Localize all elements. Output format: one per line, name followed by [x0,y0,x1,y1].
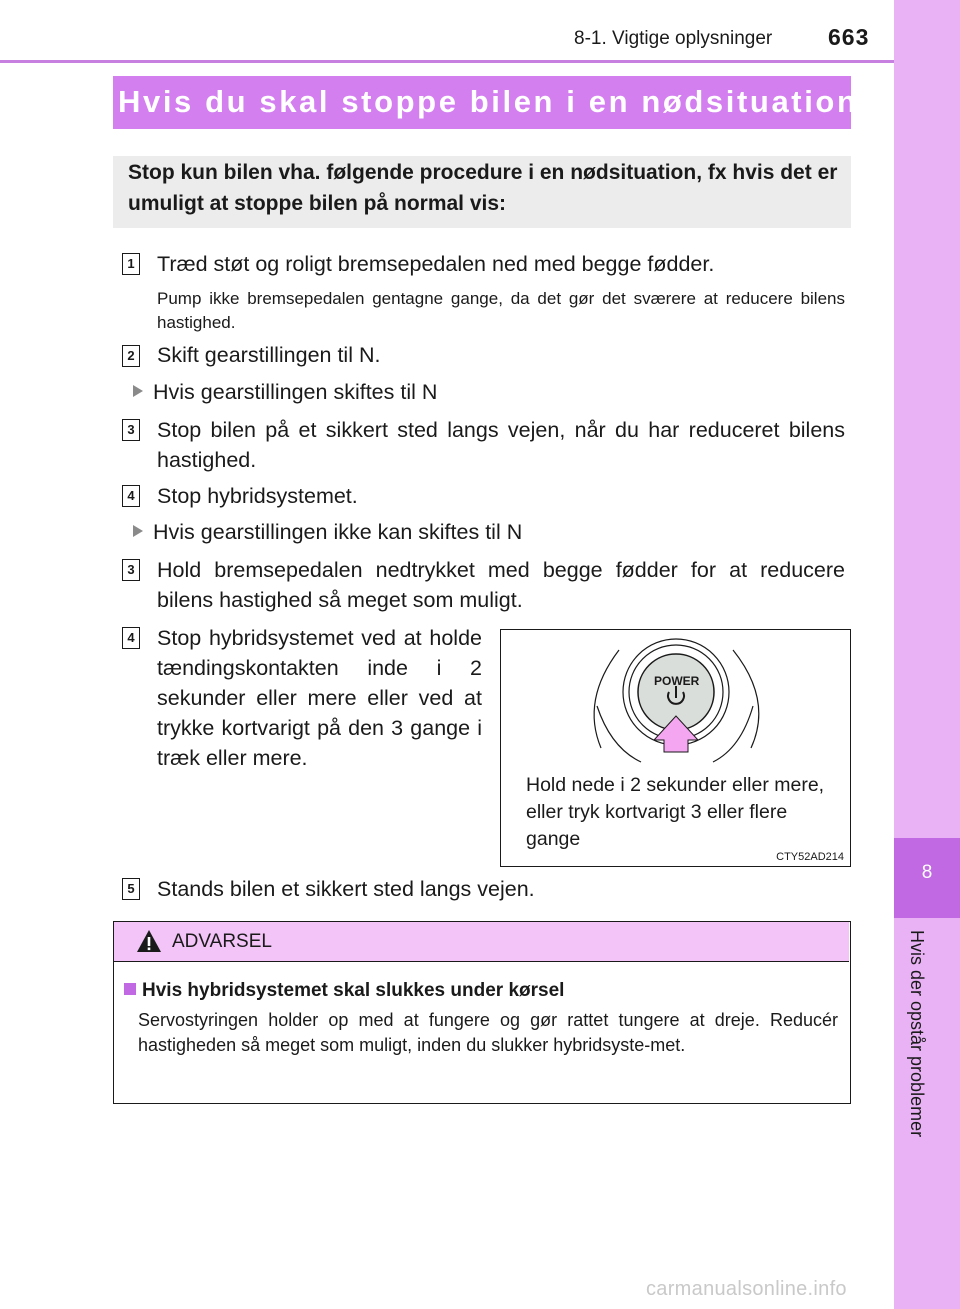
condition-heading-text: Hvis gearstillingen skiftes til N [153,380,438,404]
figure-caption: Hold nede i 2 sekunder eller mere, eller tryk kortvarigt 3 eller flere gange [526,774,825,850]
step-number-badge: 3 [122,419,140,441]
page-heading: Hvis du skal stoppe bilen i en nødsituation [118,84,859,119]
step-text: Stop hybridsystemet ved at holde tændingskontakten inde i 2 sekunder eller mere eller ved at trykke kortvarigt på den 3 gange i træk eller mere. [157,626,482,770]
step-number-badge: 2 [122,345,140,367]
section-title: 8-1. Vigtige oplysninger [574,28,773,49]
intro-text: Stop kun bilen vha. følgende procedure i en nødsituation, fx hvis det er umuligt at stoppe bilen på normal vis: [128,161,838,215]
step-text: Stop bilen på et sikkert sted langs vejen, når du har reduceret bilens hastighed. [157,418,845,472]
figure-code: CTY52AD214 [776,851,844,863]
condition-heading [133,377,437,407]
step-number-badge: 1 [122,253,140,275]
step-number-badge: 4 [122,627,140,649]
step-number-badge: 4 [122,485,140,507]
warning-header [114,922,849,962]
chapter-title: Hvis der opstår problemer [907,930,927,1138]
warning-subtitle-text: Hvis hybridsystemet skal slukkes under kørsel [142,980,565,1001]
condition-heading [133,517,522,547]
power-button-label: POWER [654,674,700,688]
square-bullet-icon [124,983,136,995]
step-number-badge: 5 [122,878,140,900]
warning-body: Servostyringen holder op med at fungere og gør rattet tungere at dreje. Reducér hastigheden så meget som muligt, inden du slukker hybridsyste-met. [138,1010,838,1055]
triangle-bullet-icon [133,385,143,397]
warning-subtitle [124,980,564,1002]
step-text: Stands bilen et sikkert sted langs vejen. [157,877,535,901]
header-divider [0,60,894,63]
chapter-number: 8 [921,862,933,883]
triangle-bullet-icon [133,525,143,537]
warning-label: ADVARSEL [172,931,272,952]
step-text: Stop hybridsystemet. [157,484,358,508]
step-note: Pump ikke bremsepedalen gentagne gange, da det gør det sværere at reducere bilens hastighed. [157,289,845,332]
step-number-badge: 3 [122,559,140,581]
power-button-figure [500,629,851,867]
condition-heading-text: Hvis gearstillingen ikke kan skiftes til N [153,520,523,544]
power-button-illustration [501,630,849,770]
warning-box [113,921,851,1104]
page-number: 663 [828,24,870,50]
warning-triangle-icon [136,928,162,954]
step-text: Træd støt og roligt bremsepedalen ned med begge fødder. [157,252,715,276]
step-text: Hold bremsepedalen nedtrykket med begge fødder for at reducere bilens hastighed så meget som muligt. [157,558,845,612]
step-text: Skift gearstillingen til N. [157,343,381,367]
watermark: carmanualsonline.info [646,1278,847,1300]
